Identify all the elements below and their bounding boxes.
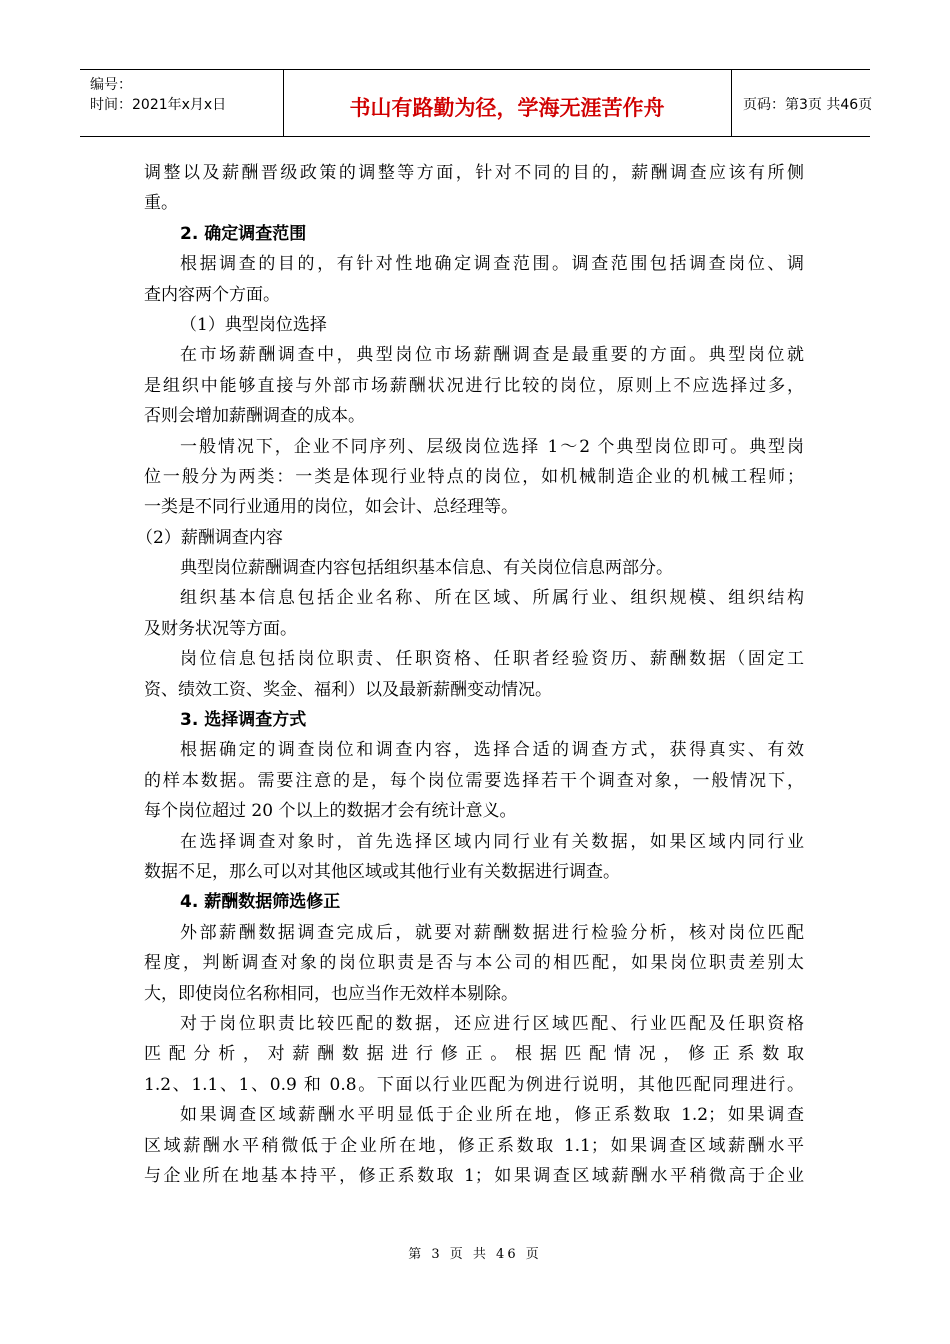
header-motto-cell bbox=[283, 70, 732, 136]
paragraph-line: 查内容两个方面。 bbox=[144, 284, 280, 305]
document-date-label: 时间：2021年x月x日 bbox=[90, 97, 227, 113]
document-number-label: 编号： bbox=[90, 77, 132, 93]
paragraph-line: （1）典型岗位选择 bbox=[180, 314, 327, 335]
paragraph-line: 在市场薪酬调查中，典型岗位市场薪酬调查是最重要的方面。典型岗位就 bbox=[180, 345, 804, 366]
paragraph-line: 资、绩效工资、奖金、福利）以及最新薪酬变动情况。 bbox=[144, 679, 552, 700]
paragraph-line: 位一般分为两类：一类是体现行业特点的岗位，如机械制造企业的机械工程师； bbox=[144, 466, 804, 487]
paragraph-line: 调整以及薪酬晋级政策的调整等方面，针对不同的目的，薪酬调查应该有所侧 bbox=[144, 163, 804, 183]
paragraph-line: 是组织中能够直接与外部市场薪酬状况进行比较的岗位，原则上不应选择过多， bbox=[144, 375, 804, 396]
document-body bbox=[136, 158, 804, 1191]
paragraph-line: 否则会增加薪酬调查的成本。 bbox=[144, 406, 365, 427]
section-heading: 4. 薪酬数据筛选修正 bbox=[180, 892, 341, 913]
page-footer: 第 3 页 共 46 页 bbox=[408, 1247, 542, 1262]
paragraph-line: 每个岗位超过 20 个以上的数据才会有统计意义。 bbox=[144, 801, 517, 822]
paragraph-line: 如果调查区域薪酬水平明显低于企业所在地，修正系数取 1.2；如果调查 bbox=[180, 1105, 804, 1126]
paragraph-line: 岗位信息包括岗位职责、任职资格、任职者经验资历、薪酬数据（固定工 bbox=[180, 649, 804, 670]
paragraph-line: 根据确定的调查岗位和调查内容，选择合适的调查方式，获得真实、有效 bbox=[180, 740, 804, 761]
paragraph-line: 区域薪酬水平稍微低于企业所在地，修正系数取 1.1；如果调查区域薪酬水平 bbox=[144, 1135, 804, 1156]
paragraph-line: （2）薪酬调查内容 bbox=[136, 527, 283, 548]
paragraph-line: 及财务状况等方面。 bbox=[144, 618, 297, 639]
section-heading: 3. 选择调查方式 bbox=[180, 710, 307, 731]
header-left-cell bbox=[80, 70, 284, 136]
paragraph-line: 典型岗位薪酬调查内容包括组织基本信息、有关岗位信息两部分。 bbox=[180, 558, 673, 579]
paragraph-line: 大，即使岗位名称相同，也应当作无效样本剔除。 bbox=[144, 983, 518, 1004]
header-motto: 书山有路勤为径，学海无涯苦作舟 bbox=[349, 96, 665, 120]
paragraph-line: 组织基本信息包括企业名称、所在区域、所属行业、组织规模、组织结构 bbox=[180, 588, 804, 609]
paragraph-line: 程度，判断调查对象的岗位职责是否与本公司的相匹配，如果岗位职责差别太 bbox=[144, 953, 804, 974]
paragraph-line: 1.2、1.1、1、0.9 和 0.8。下面以行业匹配为例进行说明，其他匹配同理进行。 bbox=[144, 1074, 804, 1095]
paragraph-line: 一般情况下，企业不同序列、层级岗位选择 1～2 个典型岗位即可。典型岗 bbox=[180, 436, 804, 457]
paragraph-line: 匹 配 分 析 ， 对 薪 酬 数 据 进 行 修 正 。 根 据 匹 配 情 况 ， 修 正 系 数 取 bbox=[144, 1044, 804, 1065]
section-heading: 2. 确定调查范围 bbox=[180, 223, 307, 244]
paragraph-line: 数据不足，那么可以对其他区域或其他行业有关数据进行调查。 bbox=[144, 861, 620, 882]
paragraph-line: 外部薪酬数据调查完成后，就要对薪酬数据进行检验分析，核对岗位匹配 bbox=[180, 922, 804, 943]
paragraph-line: 根据调查的目的，有针对性地确定调查范围。调查范围包括调查岗位、调 bbox=[180, 254, 804, 275]
header-page-cell bbox=[731, 70, 873, 136]
paragraph-line: 与企业所在地基本持平，修正系数取 1；如果调查区域薪酬水平稍微高于企业 bbox=[144, 1165, 804, 1186]
document-header bbox=[80, 69, 873, 137]
paragraph-line: 对于岗位职责比较匹配的数据，还应进行区域匹配、行业匹配及任职资格 bbox=[180, 1013, 804, 1034]
header-page-info: 页码：第3页 共46页 bbox=[743, 97, 873, 113]
paragraph-line: 的样本数据。需要注意的是，每个岗位需要选择若干个调查对象，一般情况下， bbox=[144, 770, 804, 791]
paragraph-line: 在选择调查对象时，首先选择区域内同行业有关数据，如果区域内同行业 bbox=[180, 831, 804, 852]
paragraph-line: 一类是不同行业通用的岗位，如会计、总经理等。 bbox=[144, 497, 518, 518]
paragraph-line: 重。 bbox=[144, 193, 178, 214]
